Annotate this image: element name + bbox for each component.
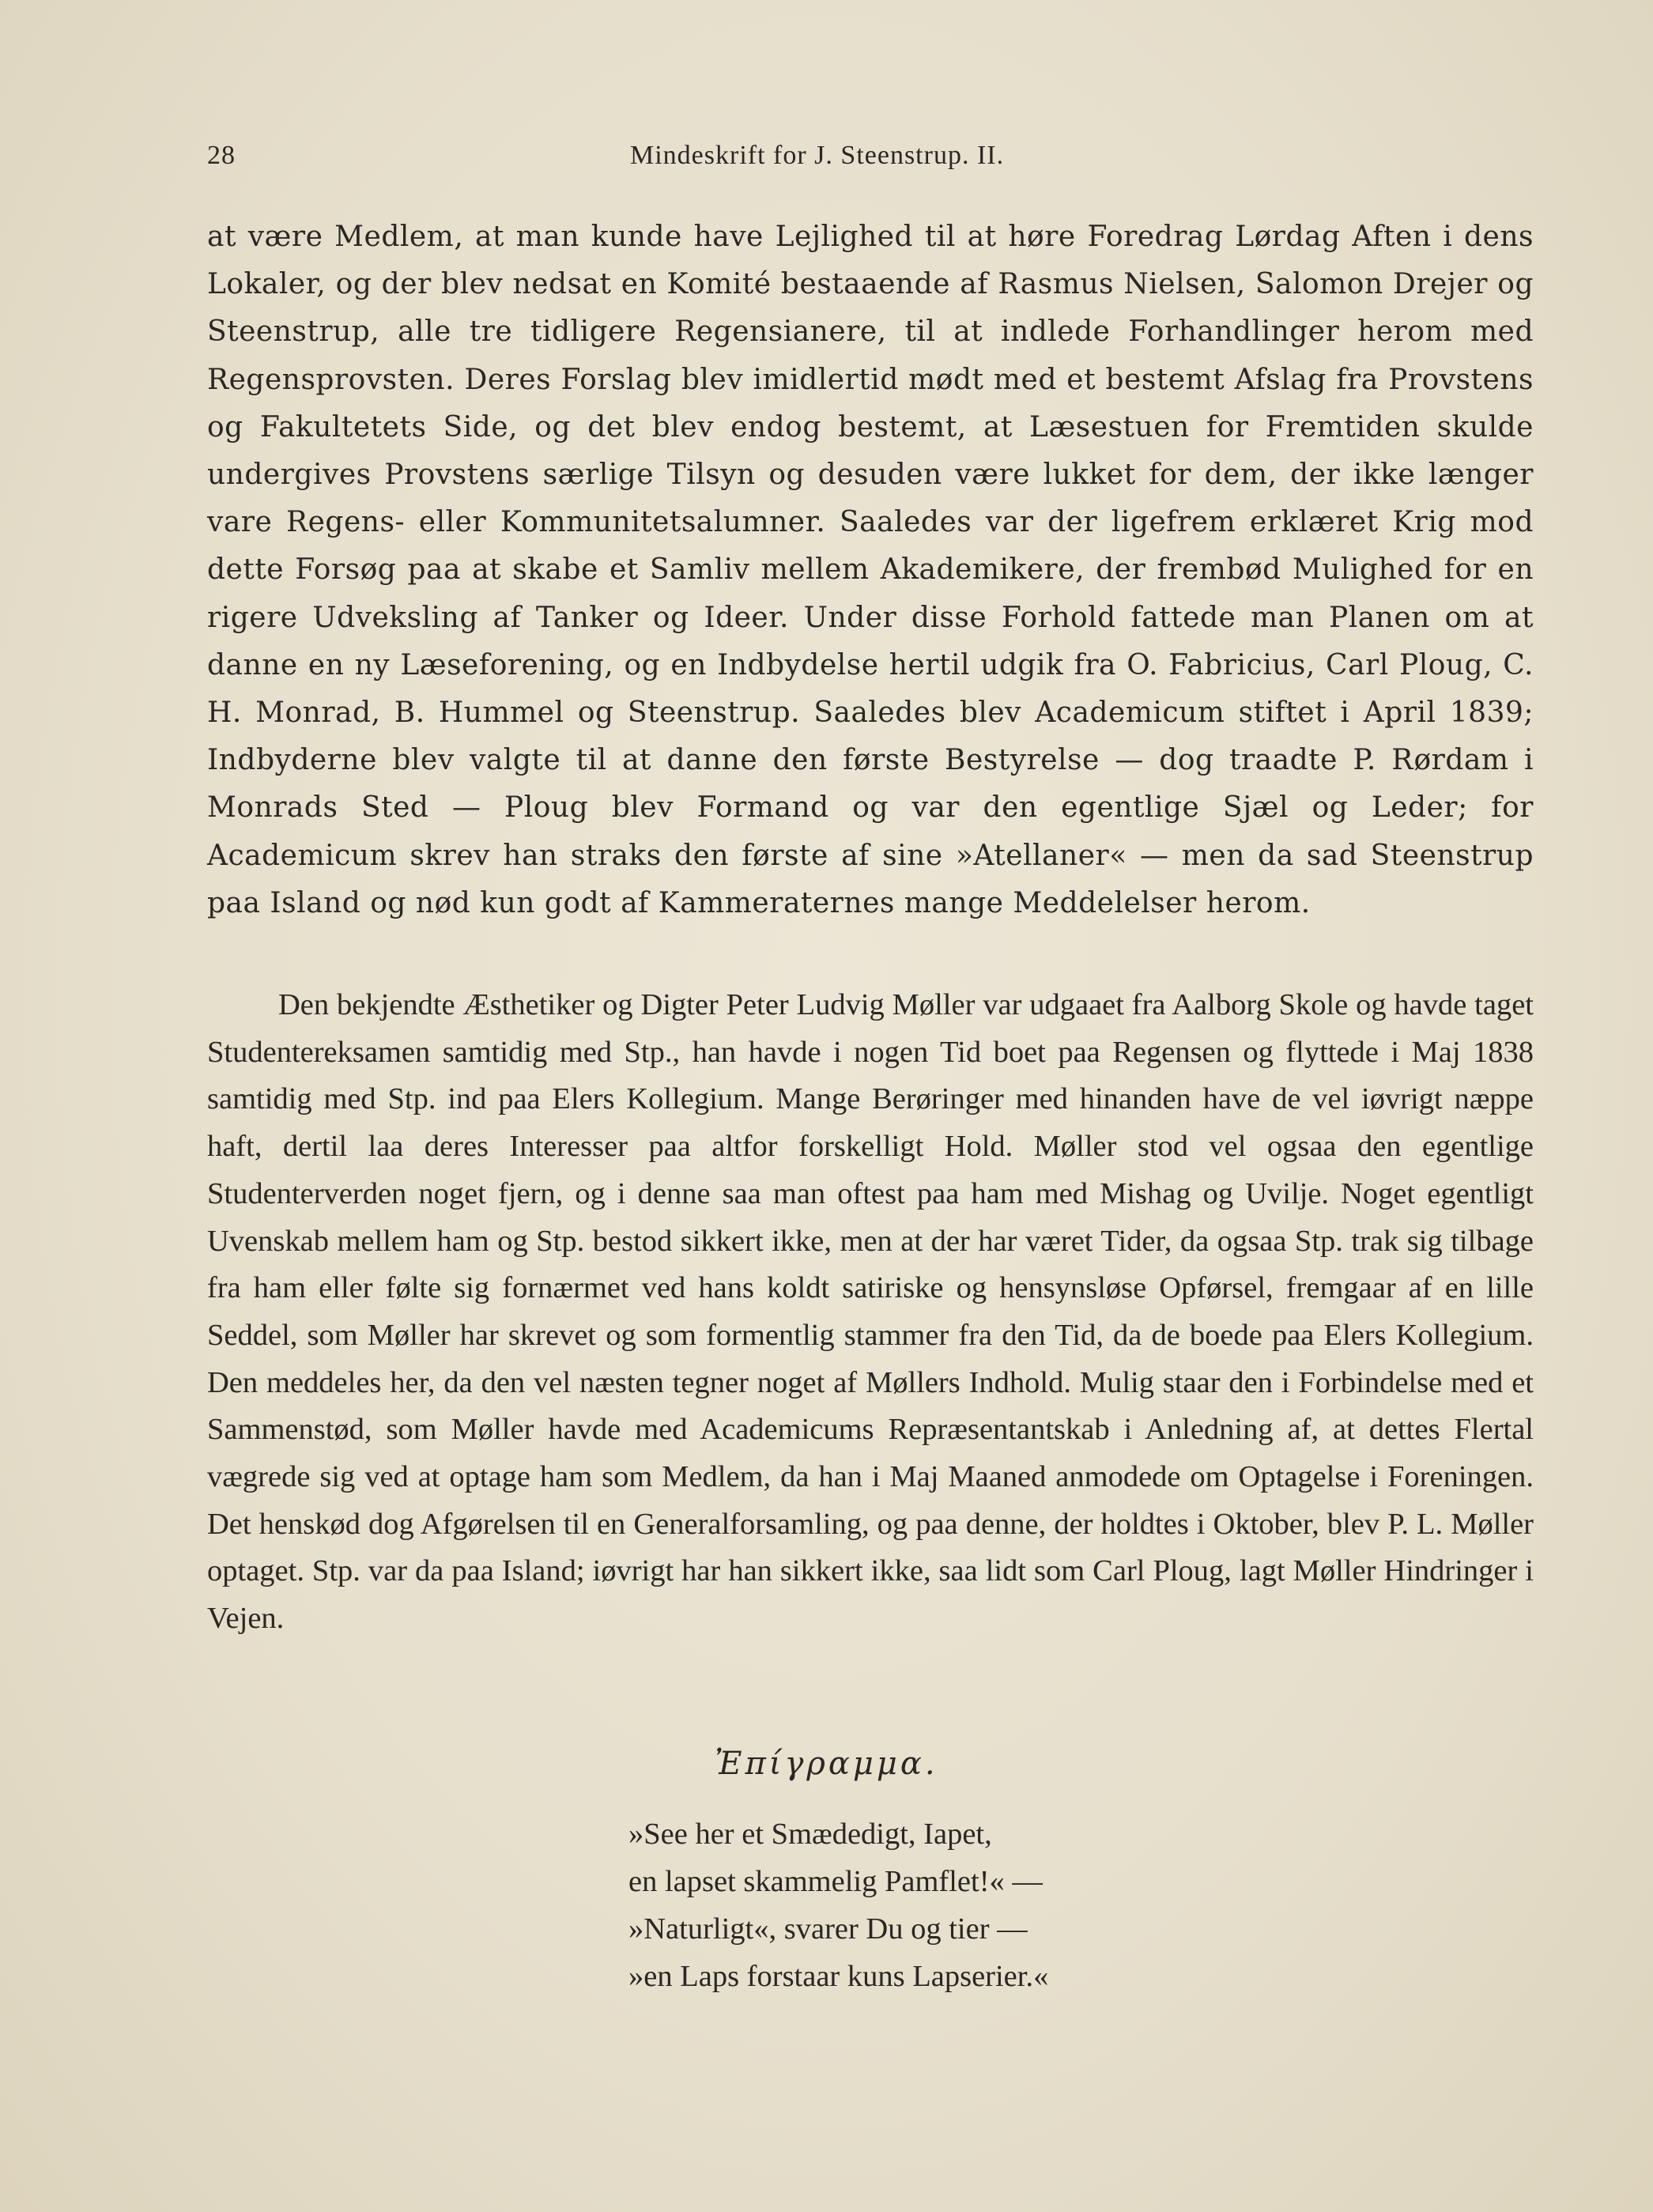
epigram-title: Ἐπίγραμμα.: [715, 1746, 938, 1782]
paragraph-moller: Den bekjendte Æsthetiker og Digter Peter Ludvig Møller var udgaaet fra Aalborg Skole og havde taget Studentereksamen samtidig med Stp., han havde i nogen Tid boet paa Regensen og flyttede i Maj 1838 samtidig med Stp. ind paa Elers Kollegium. Mange Berøringer med hinanden have de vel iøvrigt næppe haft, dertil laa deres Interesser paa altfor forskelligt Hold. Møller stod vel ogsaa den egentlige Studenterverden noget fjern, og i denne saa man oftest paa ham med Mishag og Uvilje. Noget egentligt Uvenskab mellem ham og Stp. bestod sikkert ikke, men at der har været Tider, da ogsaa Stp. trak sig tilbage fra ham eller følte sig fornærmet ved hans koldt satiriske og hensynsløse Opførsel, fremgaar af en lille Seddel, som Møller har skrevet og som formentlig stammer fra den Tid, da de boede paa Elers Kollegium. Den meddeles her, da den vel næsten tegner noget af Møllers Indhold. Mulig staar den i Forbindelse med et Sammenstød, som Møller havde med Academicums Repræsentantskab i Anledning af, at dettes Flertal vægrede sig ved at optage ham som Medlem, da han i Maj Maaned anmodede om Optagelse i Foreningen. Det henskød dog Afgørelsen til en Generalforsamling, og paa denne, der holdtes i Oktober, blev P. L. Møller optaget. Stp. var da paa Island; iøvrigt har han sikkert ikke, saa lidt som Carl Ploug, lagt Møller Hindringer i Vejen.: [207, 988, 1534, 1636]
page-number: 28: [207, 141, 236, 170]
poem-line: »See her et Smædedigt, Iapet,: [628, 1818, 992, 1851]
paragraph-continuation: at være Medlem, at man kunde have Lejlighed til at høre Foredrag Lørdag Aften i dens Lokaler, og der blev nedsat en Komité bestaaende af Rasmus Nielsen, Salomon Drejer og Steenstrup, alle tre tidligere Regensianere, til at indlede Forhandlinger herom med Regensprovsten. Deres Forslag blev imidlertid mødt med et bestemt Afslag fra Provstens og Fakultetets Side, og det blev endog bestemt, at Læsestuen for Fremtiden skulde undergives Provstens særlige Tilsyn og desuden være lukket for dem, der ikke længer vare Regens- eller Kommunitetsalumner. Saaledes var der ligefrem erklæret Krig mod dette Forsøg paa at skabe et Samliv mellem Akademikere, der frembød Mulighed for en rigere Udveksling af Tanker og Ideer. Under disse Forhold fattede man Planen om at danne en ny Læseforening, og en Indbydelse hertil udgik fra O. Fabricius, Carl Ploug, C. H. Monrad, B. Hummel og Steenstrup. Saaledes blev Academicum stiftet i April 1839; Indbyderne blev valgte til at danne den første Bestyrelse — dog traadte P. Rørdam i Monrads Sted — Ploug blev Formand og var den egentlige Sjæl og Leder; for Academicum skrev han straks den første af sine »Atellaner« — men da sad Steenstrup paa Island og nød kun godt af Kammeraternes mange Meddelelser herom.: [207, 221, 1534, 919]
epigram-poem: [628, 1810, 1048, 2000]
running-title: Mindeskrift for J. Steenstrup. II.: [630, 141, 1005, 170]
poem-line: »Naturligt«, svarer Du og tier —: [628, 1912, 1028, 1946]
page-header: [207, 141, 1156, 180]
poem-line: en lapset skammelig Pamflet!« —: [628, 1865, 1043, 1898]
poem-line: »en Laps forstaar kuns Lapserier.«: [628, 1960, 1049, 1993]
